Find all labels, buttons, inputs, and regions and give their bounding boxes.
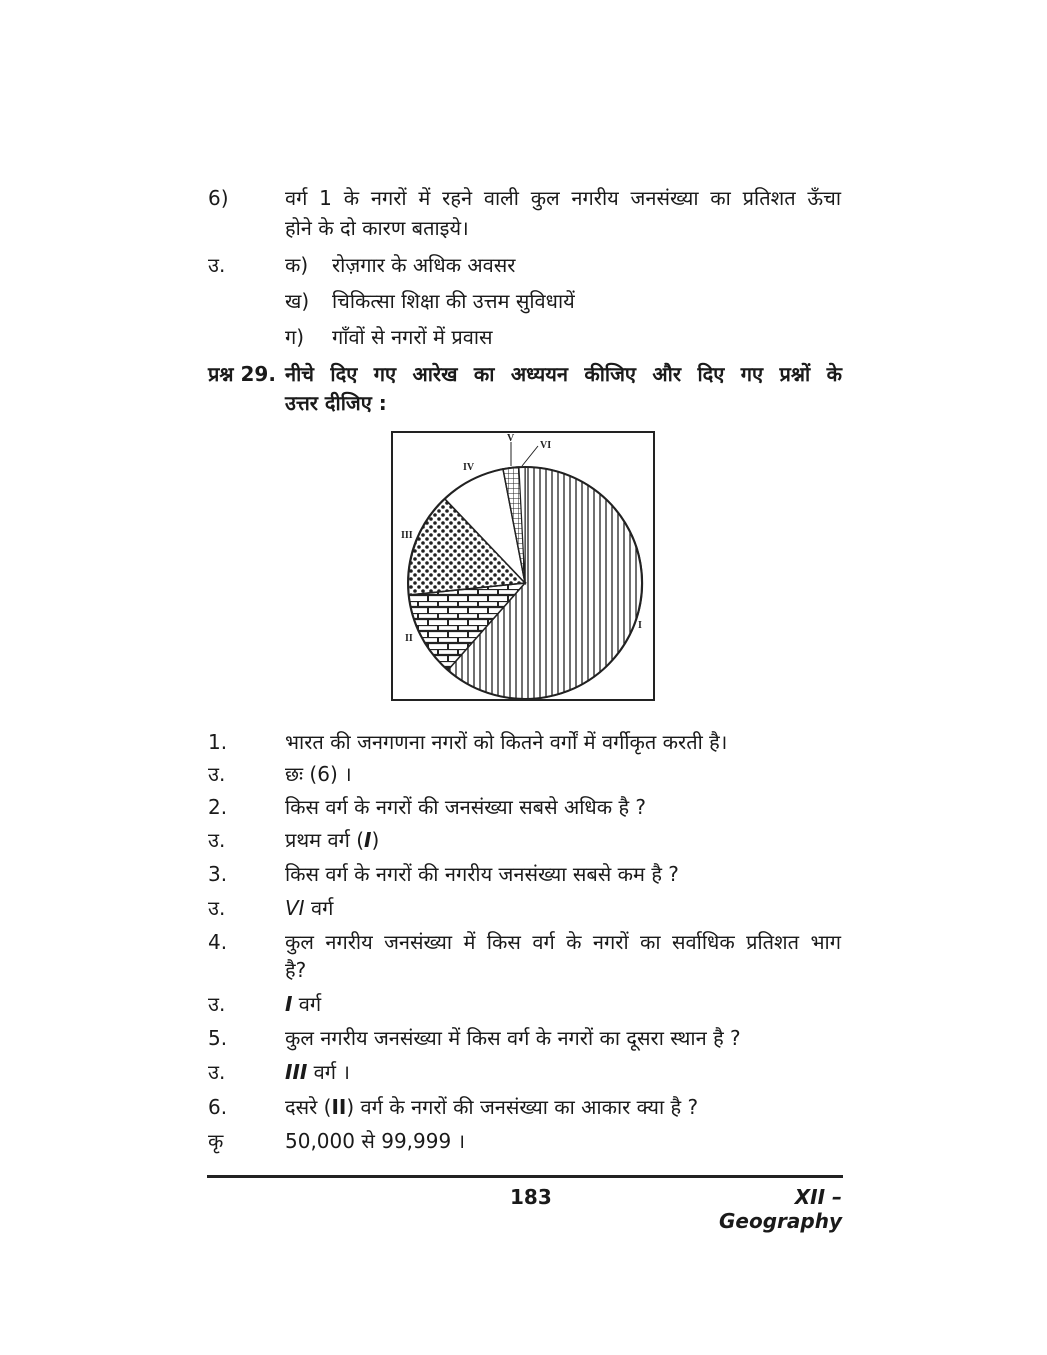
qa-3-text: किस वर्ग के नगरों की नगरीय जनसंख्या सबसे कम है ?: [285, 862, 679, 886]
qa-4-text-line1: कुल नगरीय जनसंख्या में किस वर्ग के नगरों का सर्वाधिक प्रतिशत भाग: [285, 930, 841, 954]
q6-point-text-c: गाँवों से नगरों में प्रवास: [332, 325, 493, 349]
qa-3-answer-text: [285, 894, 841, 922]
qa-5-number: 5.: [208, 1026, 228, 1050]
qa-1-text: भारत की जनगणना नगरों को कितने वर्गों में वर्गीकृत करती है।: [285, 730, 728, 754]
q6-number: 6): [208, 186, 229, 210]
qa-2-text: किस वर्ग के नगरों की जनसंख्या सबसे अधिक है ?: [285, 795, 647, 819]
qa-4-answer-bold: I: [285, 992, 293, 1016]
qa-5-answer-post: वर्ग ।: [307, 1060, 351, 1084]
qa-6-answer-text: 50,000 से 99,999 ।: [285, 1129, 466, 1153]
q29-text-line2: उत्तर दीजिए :: [285, 391, 387, 415]
qa-4-text-line2: है?: [285, 958, 307, 982]
qa-5-answer-text: [285, 1058, 841, 1086]
qa-6-number: 6.: [208, 1095, 228, 1119]
q6-text-line1: वर्ग 1 के नगरों में रहने वाली कुल नगरीय जनसंख्या का प्रतिशत ऊँचा: [285, 186, 841, 210]
qa-4-answer-text: [285, 990, 841, 1018]
qa-4-number: 4.: [208, 930, 228, 954]
q6-point-label-b: ख): [285, 289, 310, 313]
q29-label: प्रश्न 29.: [208, 362, 276, 386]
qa-5-answer-bold: III: [285, 1060, 308, 1084]
q6-point-text-b: चिकित्सा शिक्षा की उत्तम सुविधायें: [332, 289, 575, 313]
q6-point-label-c: ग): [285, 325, 305, 349]
qa-3-answer-post: वर्ग: [304, 896, 334, 920]
pie-label-IV: IV: [463, 462, 475, 473]
qa-3-answer-bold: VI: [285, 896, 305, 920]
qa-5-answer-label: उ.: [208, 1060, 226, 1084]
qa-2-answer-pre: प्रथम वर्ग (: [285, 828, 365, 852]
qa-2-number: 2.: [208, 795, 228, 819]
pie-label-II: II: [405, 633, 413, 644]
qa-1-answer-label: उ.: [208, 762, 226, 786]
qa-2-answer-text: [285, 826, 841, 854]
qa-4-answer-post: वर्ग: [292, 992, 322, 1016]
qa-6-text-bold: II: [331, 1095, 347, 1119]
qa-4-answer-label: उ.: [208, 992, 226, 1016]
qa-1-answer-text: छः (6) ।: [285, 762, 352, 786]
qa-2-answer-bold: I: [364, 828, 372, 852]
qa-6-answer-label: कृ: [208, 1129, 224, 1153]
q6-text-line2: होने के दो कारण बताइये।: [285, 216, 469, 240]
qa-2-answer-post: ): [371, 828, 380, 852]
q6-answer-label: उ.: [208, 253, 226, 277]
pie-label-VI: VI: [540, 440, 552, 451]
q6-point-label-a: क): [285, 253, 309, 277]
qa-6-text-pre: दसरे (: [285, 1095, 332, 1119]
footer-title: XII – Geography: [719, 1185, 842, 1233]
qa-1-number: 1.: [208, 730, 228, 754]
qa-6-text-post: ) वर्ग के नगरों की जनसंख्या का आकार क्या है ?: [346, 1095, 699, 1119]
footer-rule: [207, 1175, 843, 1178]
pie-label-III: III: [401, 530, 413, 541]
qa-3-answer-label: उ.: [208, 896, 226, 920]
pie-figure: [391, 431, 655, 701]
qa-6-text: [285, 1093, 841, 1121]
pie-label-I: I: [638, 620, 642, 631]
q6-point-text-a: रोज़गार के अधिक अवसर: [332, 253, 516, 277]
qa-3-number: 3.: [208, 862, 228, 886]
page-number: 183: [510, 1185, 552, 1209]
pie-label-V: V: [507, 433, 515, 444]
qa-5-text: कुल नगरीय जनसंख्या में किस वर्ग के नगरों का दूसरा स्थान है ?: [285, 1026, 741, 1050]
pie-chart: [393, 433, 653, 699]
qa-2-answer-label: उ.: [208, 828, 226, 852]
q29-text-line1: नीचे दिए गए आरेख का अध्ययन कीजिए और दिए गए प्रश्नों के: [285, 362, 842, 386]
